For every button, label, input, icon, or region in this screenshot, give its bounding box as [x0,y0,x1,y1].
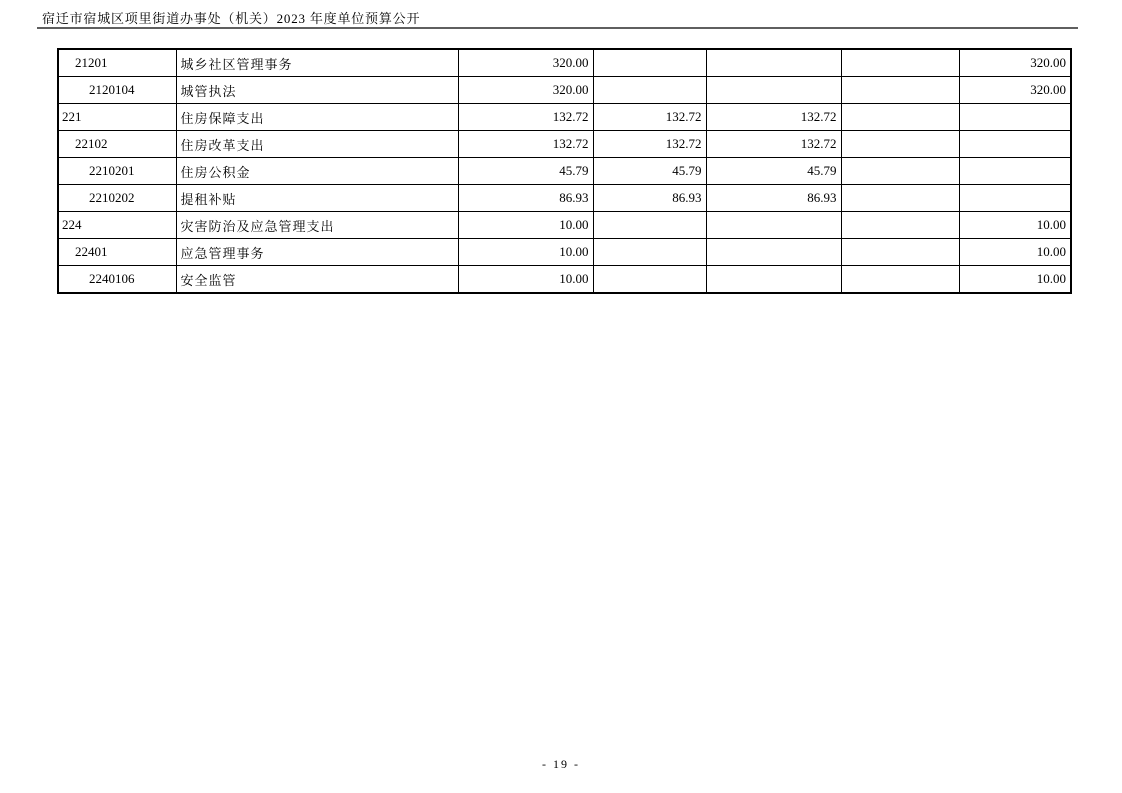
amount-cell: 132.72 [458,104,593,131]
code-cell: 2210202 [58,185,176,212]
table-row [58,266,1071,294]
amount-cell: 10.00 [458,212,593,239]
amount-cell: 86.93 [593,185,706,212]
amount-cell [959,185,1071,212]
amount-cell: 132.72 [593,131,706,158]
amount-cell: 10.00 [959,266,1071,294]
amount-cell [593,77,706,104]
amount-cell [841,77,959,104]
code-cell: 2210201 [58,158,176,185]
header-rule-divider [37,27,1078,29]
amount-cell [593,49,706,77]
amount-cell [959,158,1071,185]
amount-cell: 86.93 [706,185,841,212]
name-cell: 安全监管 [176,266,458,294]
amount-cell: 10.00 [458,266,593,294]
footer-page-number: - 19 - [542,757,580,771]
name-cell: 灾害防治及应急管理支出 [176,212,458,239]
code-cell: 224 [58,212,176,239]
amount-cell [959,131,1071,158]
name-cell: 住房公积金 [176,158,458,185]
amount-cell: 45.79 [706,158,841,185]
name-cell: 城乡社区管理事务 [176,49,458,77]
amount-cell [593,239,706,266]
amount-cell [841,104,959,131]
amount-cell [841,212,959,239]
amount-cell [841,185,959,212]
amount-cell [706,49,841,77]
amount-cell [841,158,959,185]
amount-cell [706,239,841,266]
name-cell: 提租补贴 [176,185,458,212]
table-row [58,49,1071,77]
amount-cell [593,266,706,294]
amount-cell [959,104,1071,131]
code-cell: 21201 [58,49,176,77]
document-header-title: 宿迁市宿城区项里街道办事处（机关）2023 年度单位预算公开 [42,11,421,26]
code-cell: 22102 [58,131,176,158]
table-row [58,77,1071,104]
amount-cell: 320.00 [959,49,1071,77]
amount-cell [841,49,959,77]
code-cell: 2120104 [58,77,176,104]
amount-cell: 320.00 [959,77,1071,104]
amount-cell: 10.00 [959,212,1071,239]
amount-cell: 132.72 [593,104,706,131]
amount-cell: 10.00 [959,239,1071,266]
amount-cell [841,131,959,158]
amount-cell [841,239,959,266]
amount-cell [841,266,959,294]
table-row [58,158,1071,185]
amount-cell: 132.72 [706,104,841,131]
amount-cell [593,212,706,239]
amount-cell [706,266,841,294]
name-cell: 住房改革支出 [176,131,458,158]
table-row [58,185,1071,212]
amount-cell [706,77,841,104]
table-row [58,131,1071,158]
amount-cell: 45.79 [593,158,706,185]
budget-expenditure-table [57,48,1072,294]
amount-cell: 86.93 [458,185,593,212]
table-row [58,104,1071,131]
code-cell: 2240106 [58,266,176,294]
amount-cell: 132.72 [706,131,841,158]
name-cell: 应急管理事务 [176,239,458,266]
code-cell: 221 [58,104,176,131]
name-cell: 城管执法 [176,77,458,104]
amount-cell [706,212,841,239]
amount-cell: 45.79 [458,158,593,185]
table-row [58,239,1071,266]
amount-cell: 320.00 [458,77,593,104]
amount-cell: 132.72 [458,131,593,158]
amount-cell: 320.00 [458,49,593,77]
code-cell: 22401 [58,239,176,266]
amount-cell: 10.00 [458,239,593,266]
table-row [58,212,1071,239]
name-cell: 住房保障支出 [176,104,458,131]
